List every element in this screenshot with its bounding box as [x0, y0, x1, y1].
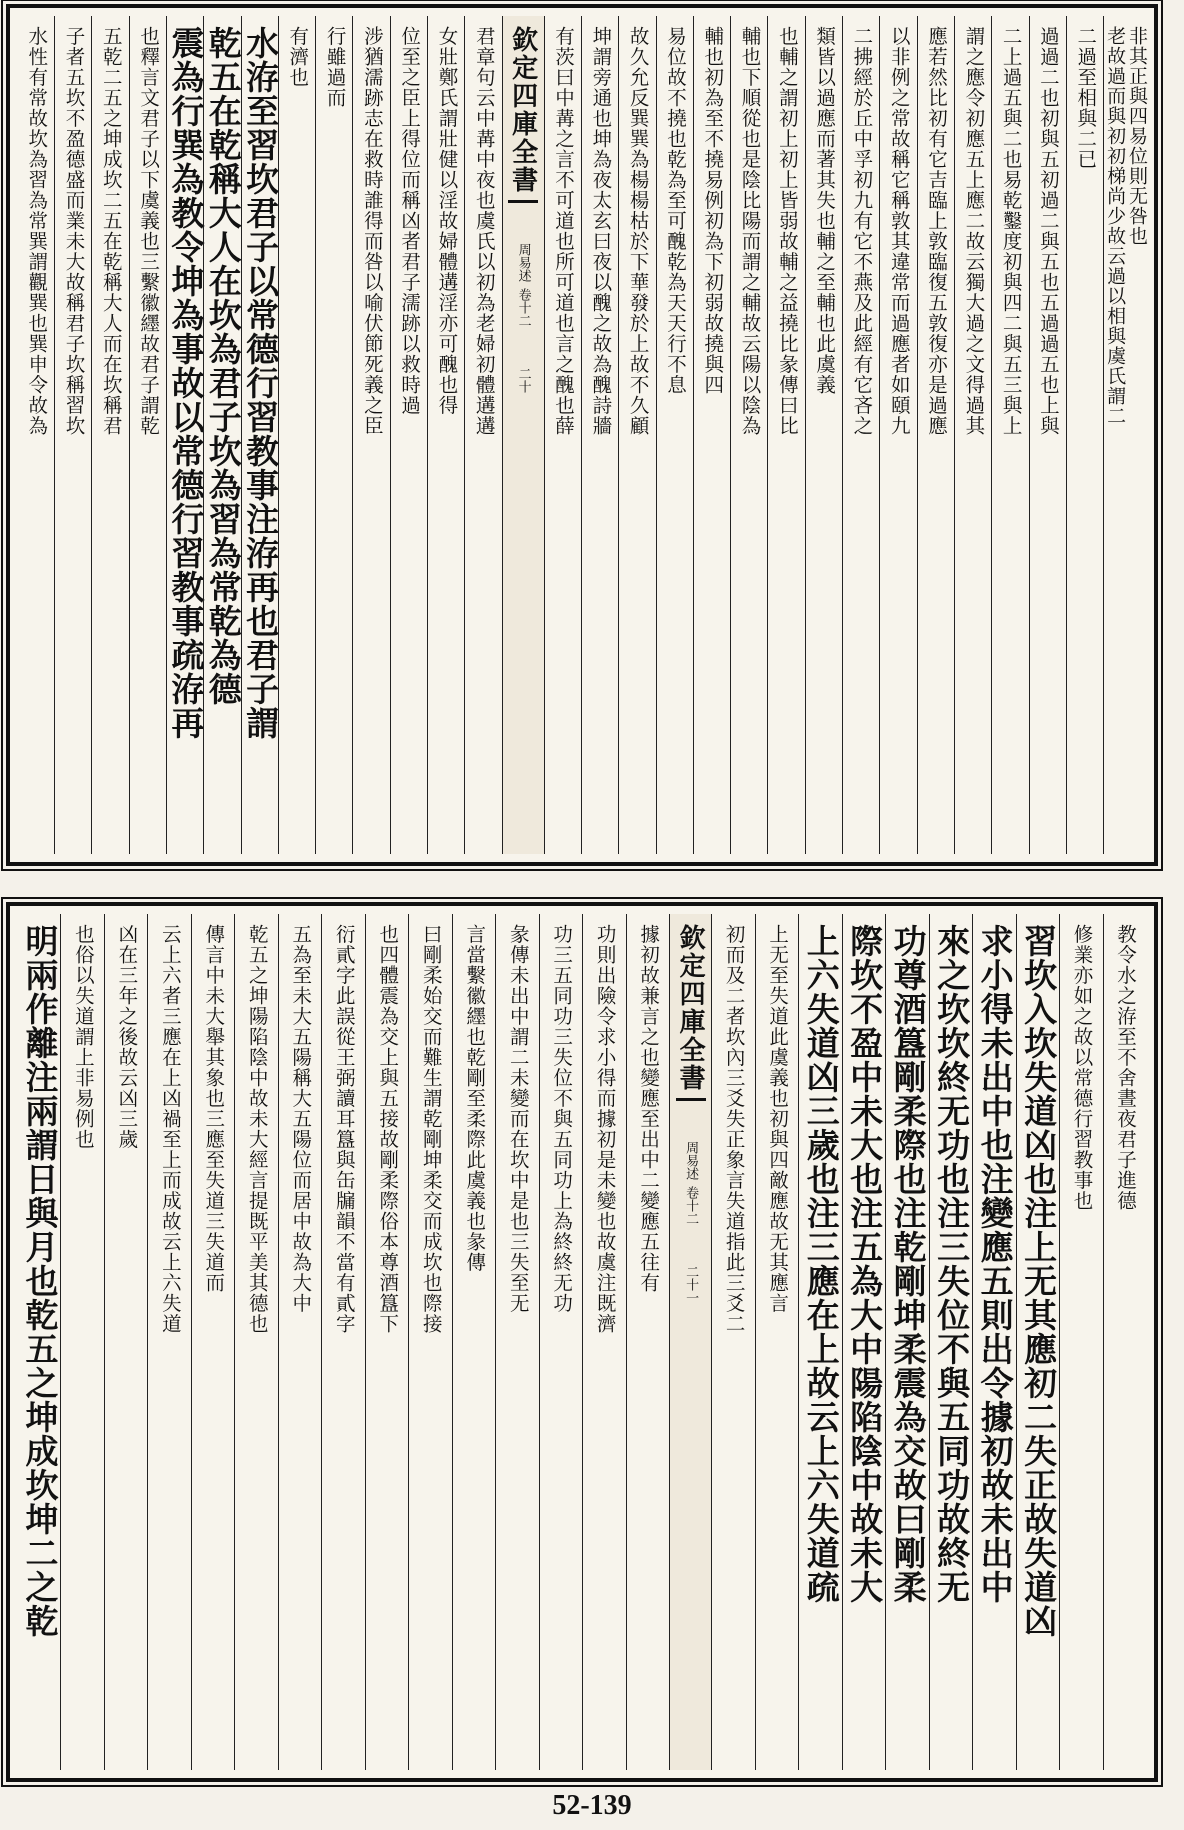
- text-line: 來之坎坎終无功也注三失位不與五同功故終无: [932, 924, 972, 1604]
- text-line: 有濟也: [286, 26, 310, 88]
- main-text-column: [842, 914, 885, 1770]
- commentary-column: [91, 16, 128, 854]
- commentary-column: [842, 16, 879, 854]
- text-line: 功三五同功三失位不與五同功上為終終无功: [550, 924, 574, 1314]
- text-line: 也輔之謂初上初上皆弱故輔之益撓比彖傳曰比: [775, 26, 799, 436]
- juan-number: 卷十二: [683, 1186, 699, 1225]
- commentary-column: [805, 16, 842, 854]
- commentary-column: [730, 16, 767, 854]
- commentary-column: [626, 914, 669, 1770]
- text-line: 云上六者三應在上凶禍至上而成故云上六失道: [158, 924, 182, 1334]
- main-text-column: [972, 914, 1015, 1770]
- text-line: 功則出險令求小得而據初是未變也故虞注既濟: [593, 924, 617, 1334]
- commentary-column: [1029, 16, 1066, 854]
- text-line: 功尊酒簋剛柔際也注乾剛坤柔震為交故曰剛柔: [888, 924, 928, 1604]
- text-line: 有茨曰中冓之言不可道也所可道也言之醜也薛: [552, 26, 576, 436]
- commentary-column: [452, 914, 495, 1770]
- commentary-column: [352, 16, 389, 854]
- text-line: 行雖過而: [323, 26, 347, 108]
- bottom-page-frame: [6, 902, 1158, 1782]
- commentary-column: [755, 914, 798, 1770]
- commentary-column: [147, 914, 190, 1770]
- commentary-column: [427, 16, 464, 854]
- text-line: 上六失道凶三歲也注三應在上故云上六失道疏: [801, 924, 841, 1604]
- text-line: 易位故不撓也乾為至可醜乾為天天行不息: [663, 26, 687, 395]
- commentary-column: [693, 16, 730, 854]
- text-line: 子者五坎不盈德盛而業未大故稱君子坎稱習坎: [62, 26, 86, 436]
- commentary-column: [54, 16, 91, 854]
- commentary-column: [234, 914, 277, 1770]
- fishtail-mark: [676, 1098, 706, 1129]
- text-line: 乾五之坤陽陷陰中故未大經言提既平美其德也: [245, 924, 269, 1334]
- commentary-column: [390, 16, 427, 854]
- commentary-column: [711, 914, 754, 1770]
- text-line: 也四體震為交上與五接故剛柔際俗本尊酒簋下: [376, 924, 400, 1334]
- text-line: 過過二也初與五初過二與五也五過過五也上與: [1036, 26, 1060, 436]
- text-line: 以非例之常故稱它稱敦其違常而過應者如頤九: [887, 26, 911, 436]
- folio-number: 二十一: [683, 1265, 699, 1304]
- text-line: 應若然比初有它吉臨上敦臨復五敦復亦是過應: [925, 26, 949, 436]
- commentary-column: [991, 16, 1028, 854]
- center-fold-column: [502, 16, 544, 854]
- text-line: 五為至未大五陽稱大五陽位而居中故為大中: [289, 924, 313, 1314]
- commentary-column: [539, 914, 582, 1770]
- commentary-column: [1066, 16, 1103, 854]
- commentary-column: [278, 16, 315, 854]
- collection-title: 欽定四庫全書: [507, 26, 538, 194]
- text-line: 求小得未出中也注變應五則出令據初故未出中: [975, 924, 1015, 1604]
- text-line: 五乾二五之坤成坎二五在乾稱大人而在坎稱君: [99, 26, 123, 436]
- text-line: 水性有常故坎為習為常巽謂觀巽也巽申令故為: [25, 26, 49, 436]
- center-fold-column: [669, 914, 711, 1770]
- commentary-column: [767, 16, 804, 854]
- commentary-column: [18, 16, 54, 854]
- text-line: 傳言中未大舉其象也三應至失道三失道而: [202, 924, 226, 1293]
- main-text-column: [203, 16, 243, 854]
- text-line: 坤謂旁通也坤為夜太玄曰夜以醜之故為醜詩牆: [589, 26, 613, 436]
- commentary-column: [104, 914, 147, 1770]
- commentary-column: [315, 16, 352, 854]
- commentary-column: [60, 914, 103, 1770]
- book-title: 周易述: [683, 1141, 699, 1180]
- commentary-column: [365, 914, 408, 1770]
- text-line: 際坎不盈中未大也注五為大中陽陷陰中故未大: [845, 924, 885, 1604]
- text-line: 凶在三年之後故云凶三歲: [115, 924, 139, 1150]
- text-line: 類皆以過應而著其失也輔之至輔也此虞義: [813, 26, 837, 395]
- text-line: 二拂經於丘中孚初九有它不燕及此經有它吝之: [850, 26, 874, 436]
- main-text-column: [929, 914, 972, 1770]
- page-number: 52-139: [552, 1790, 632, 1821]
- commentary-column: [618, 16, 655, 854]
- commentary-column: [879, 16, 916, 854]
- text-line: 上无至失道此虞義也初與四敵應故无其應言: [766, 924, 790, 1314]
- text-line: 輔也下順從也是陰比陽而謂之輔故云陽以陰為: [738, 26, 762, 436]
- main-text-column: [798, 914, 841, 1770]
- text-line: 初而及二者坎內三爻失正象言失道指此三爻二: [722, 924, 746, 1334]
- commentary-column: [278, 914, 321, 1770]
- commentary-column: [191, 914, 234, 1770]
- text-line: 涉猶濡跡志在救時誰得而咎以喻伏節死義之臣: [360, 26, 384, 436]
- main-text-column: [241, 16, 281, 854]
- text-line: 故久允反巽巽為楊楊枯於下華發於上故不久顧: [626, 26, 650, 436]
- text-line: 也釋言文君子以下虞義也三繫徽纆故君子謂乾: [137, 26, 161, 436]
- commentary-column: [917, 16, 954, 854]
- text-line: 習坎入坎失道凶也注上无其應初二失正故失道凶: [1019, 924, 1059, 1638]
- commentary-column: [408, 914, 451, 1770]
- commentary-column: [656, 16, 693, 854]
- text-line: 二上過五與二也易乾鑿度初與四二與五三與上: [999, 26, 1023, 436]
- folio-number: 二十: [515, 367, 531, 393]
- text-line: 位至之臣上得位而稱凶者君子濡跡以救時過: [398, 26, 422, 416]
- main-text-column: [1016, 914, 1059, 1770]
- top-columns: [18, 16, 1146, 854]
- text-line: 女壯鄭氏謂壯健以淫故婦體遘淫亦可醜也得: [435, 26, 459, 416]
- text-line: 水洊至習坎君子以常德行習教事注洊再也君子謂: [241, 26, 281, 740]
- top-page-frame: [6, 4, 1158, 866]
- text-line: 教令水之洊至不舍晝夜君子進德: [1113, 924, 1137, 1211]
- juan-number: 卷十二: [515, 288, 531, 327]
- text-line: 謂之應令初應五上應二故云獨大過之文得過其: [962, 26, 986, 436]
- fishtail-mark: [508, 200, 538, 231]
- text-line: 震為行巽為教令坤為事故以常德行習教事疏洊再: [166, 26, 206, 740]
- text-line: 輔也初為至不撓易例初為下初弱故撓與四: [701, 26, 725, 395]
- text-line: 衍貳字此誤從王弼讀耳簋與缶牖韻不當有貳字: [332, 924, 356, 1334]
- text-line: 君章句云中冓中夜也虞氏以初為老婦初體遘遘: [472, 26, 496, 436]
- text-line: 修業亦如之故以常德行習教事也: [1070, 924, 1094, 1211]
- text-line: 非其正與四易位則无咎也: [1126, 26, 1148, 246]
- main-text-column: [18, 914, 60, 1770]
- text-line: 明兩作離注兩謂日與月也乾五之坤成坎坤二之乾: [20, 924, 60, 1638]
- main-text-column: [166, 16, 206, 854]
- commentary-column: [582, 914, 625, 1770]
- commentary-column: [544, 16, 581, 854]
- text-line: 據初故兼言之也變應至出中二變應五往有: [637, 924, 661, 1293]
- text-line: 老故過而與初初梯尚少故云過以相與虞氏謂二: [1104, 26, 1127, 426]
- text-line: 乾五在乾稱大人在坎為君子坎為習為常乾為德: [203, 26, 243, 706]
- text-line: 二過至相與二已: [1074, 26, 1098, 170]
- commentary-column: [129, 16, 166, 854]
- text-column: [1103, 16, 1146, 854]
- commentary-column: [495, 914, 538, 1770]
- commentary-column: [464, 16, 501, 854]
- text-line: 也俗以失道謂上非易例也: [71, 924, 95, 1150]
- commentary-column: [1103, 914, 1146, 1770]
- commentary-column: [581, 16, 618, 854]
- book-title: 周易述: [515, 243, 531, 282]
- main-text-column: [885, 914, 928, 1770]
- collection-title: 欽定四庫全書: [675, 924, 706, 1092]
- bottom-columns: [18, 914, 1146, 1770]
- text-line: 曰剛柔始交而難生謂乾剛坤柔交而成坎也際接: [419, 924, 443, 1334]
- text-line: 彖傳未出中謂二未變而在坎中是也三失至无: [506, 924, 530, 1314]
- commentary-column: [321, 914, 364, 1770]
- commentary-column: [954, 16, 991, 854]
- commentary-column: [1059, 914, 1102, 1770]
- text-line: 言當繫徽纆也乾剛至柔際此虞義也彖傳: [463, 924, 487, 1273]
